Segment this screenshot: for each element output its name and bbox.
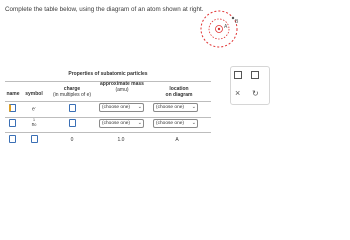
instruction-text: Complete the table below, using the diagram of an atom shown at right. — [5, 6, 204, 13]
row3-charge: 0 — [70, 137, 74, 143]
row3-name-input[interactable] — [9, 135, 16, 143]
header-charge: charge (in multiples of e) — [52, 86, 92, 98]
header-location: location on diagram — [165, 86, 193, 98]
row2-mass-select[interactable]: (choose one) ⌄ — [99, 119, 144, 128]
row1-charge-input[interactable] — [69, 104, 76, 112]
header-name: name — [6, 91, 20, 97]
row2-symbol: 1 n0 — [31, 118, 37, 128]
clear-button[interactable]: × — [235, 88, 241, 98]
table-title: Properties of subatomic particles — [68, 71, 148, 77]
row1-location-select[interactable]: (choose one) ⌄ — [153, 103, 198, 112]
reset-button[interactable]: ↻ — [252, 89, 259, 98]
subscript-icon[interactable] — [251, 71, 259, 79]
header-mass: approximate mass (amu) — [100, 81, 144, 93]
row3-location: A — [175, 137, 179, 143]
header-symbol: symbol — [25, 91, 43, 97]
subatomic-table — [5, 68, 211, 157]
superscript-icon[interactable] — [234, 71, 242, 79]
row1-symbol: e- — [32, 105, 36, 113]
row3-mass: 1.0 — [117, 137, 125, 143]
row2-charge-input[interactable] — [69, 119, 76, 127]
diagram-label-b: B — [235, 19, 239, 25]
diagram-label-a: A — [224, 24, 228, 30]
atom-diagram — [195, 6, 251, 52]
row2-name-input[interactable] — [9, 119, 16, 127]
row1-name-input[interactable] — [9, 104, 16, 112]
row1-mass-select[interactable]: (choose one) ⌄ — [99, 103, 144, 112]
tool-panel — [230, 66, 270, 105]
row3-symbol-input[interactable] — [31, 135, 38, 143]
row2-location-select[interactable]: (choose one) ⌄ — [153, 119, 198, 128]
